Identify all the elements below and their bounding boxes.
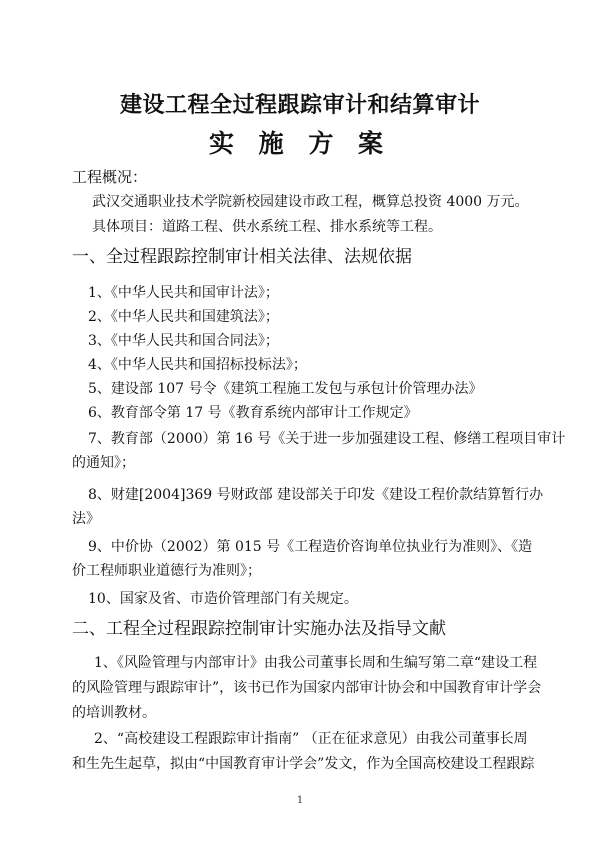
law-item-2: 2、《中华人民共和国建筑法》；	[88, 309, 279, 325]
law-item-5: 5、建设部 107 号令《建筑工程施工发包与承包计价管理办法》	[88, 381, 483, 397]
document-subtitle: 实 施 方 案	[208, 129, 392, 158]
paragraph-1-line-2: 的风险管理与跟踪审计”，该书已作为国家内部审计协会和中国教育审计学会	[72, 680, 542, 696]
law-item-1: 1、《中华人民共和国审计法》；	[88, 285, 279, 301]
law-item-3: 3、《中华人民共和国合同法》；	[88, 333, 279, 349]
overview-line-2: 具体项目：道路工程、供水系统工程、排水系统等工程。	[92, 219, 442, 235]
document-title: 建设工程全过程跟踪审计和结算审计	[119, 92, 480, 118]
section-2-heading: 二、工程全过程跟踪控制审计实施办法及指导文献	[72, 619, 446, 639]
paragraph-2-line-2: 和生先生起草，拟由“中国教育审计学会”发文，作为全国高校建设工程跟踪	[72, 756, 535, 772]
paragraph-1-line-1: 1、《风险管理与内部审计》由我公司董事长周和生编写第二章“建设工程	[94, 655, 538, 671]
overview-heading: 工程概况：	[72, 168, 148, 186]
law-item-9: 9、中价协（2002）第 015 号《工程造价咨询单位执业行为准则》、《造	[88, 539, 533, 555]
law-item-6: 6、教育部令第 17 号《教育系统内部审计工作规定》	[88, 405, 418, 421]
overview-line-1: 武汉交通职业技术学院新校园建设市政工程，概算总投资 4000 万元。	[92, 194, 529, 210]
law-item-9-cont: 价工程师职业道德行为准则》；	[72, 563, 261, 579]
law-item-7: 7、教育部（2000）第 16 号《关于进一步加强建设工程、修缮工程项目审计	[88, 431, 566, 447]
section-1-heading: 一、全过程跟踪控制审计相关法律、法规依据	[72, 247, 412, 267]
page-number: 1	[296, 795, 304, 806]
law-item-8: 8、财建[2004]369 号财政部 建设部关于印发《建设工程价款结算暂行办	[88, 487, 544, 503]
law-item-10: 10、国家及省、市造价管理部门有关规定。	[88, 591, 358, 607]
paragraph-1-line-3: 的培训教材。	[72, 705, 156, 721]
law-item-4: 4、《中华人民共和国招标投标法》；	[88, 357, 307, 373]
law-item-8-cont: 法》	[72, 511, 100, 527]
law-item-7-cont: 的通知》；	[72, 455, 135, 471]
paragraph-2-line-1: 2、“高校建设工程跟踪审计指南” （正在征求意见）由我公司董事长周	[94, 731, 528, 747]
